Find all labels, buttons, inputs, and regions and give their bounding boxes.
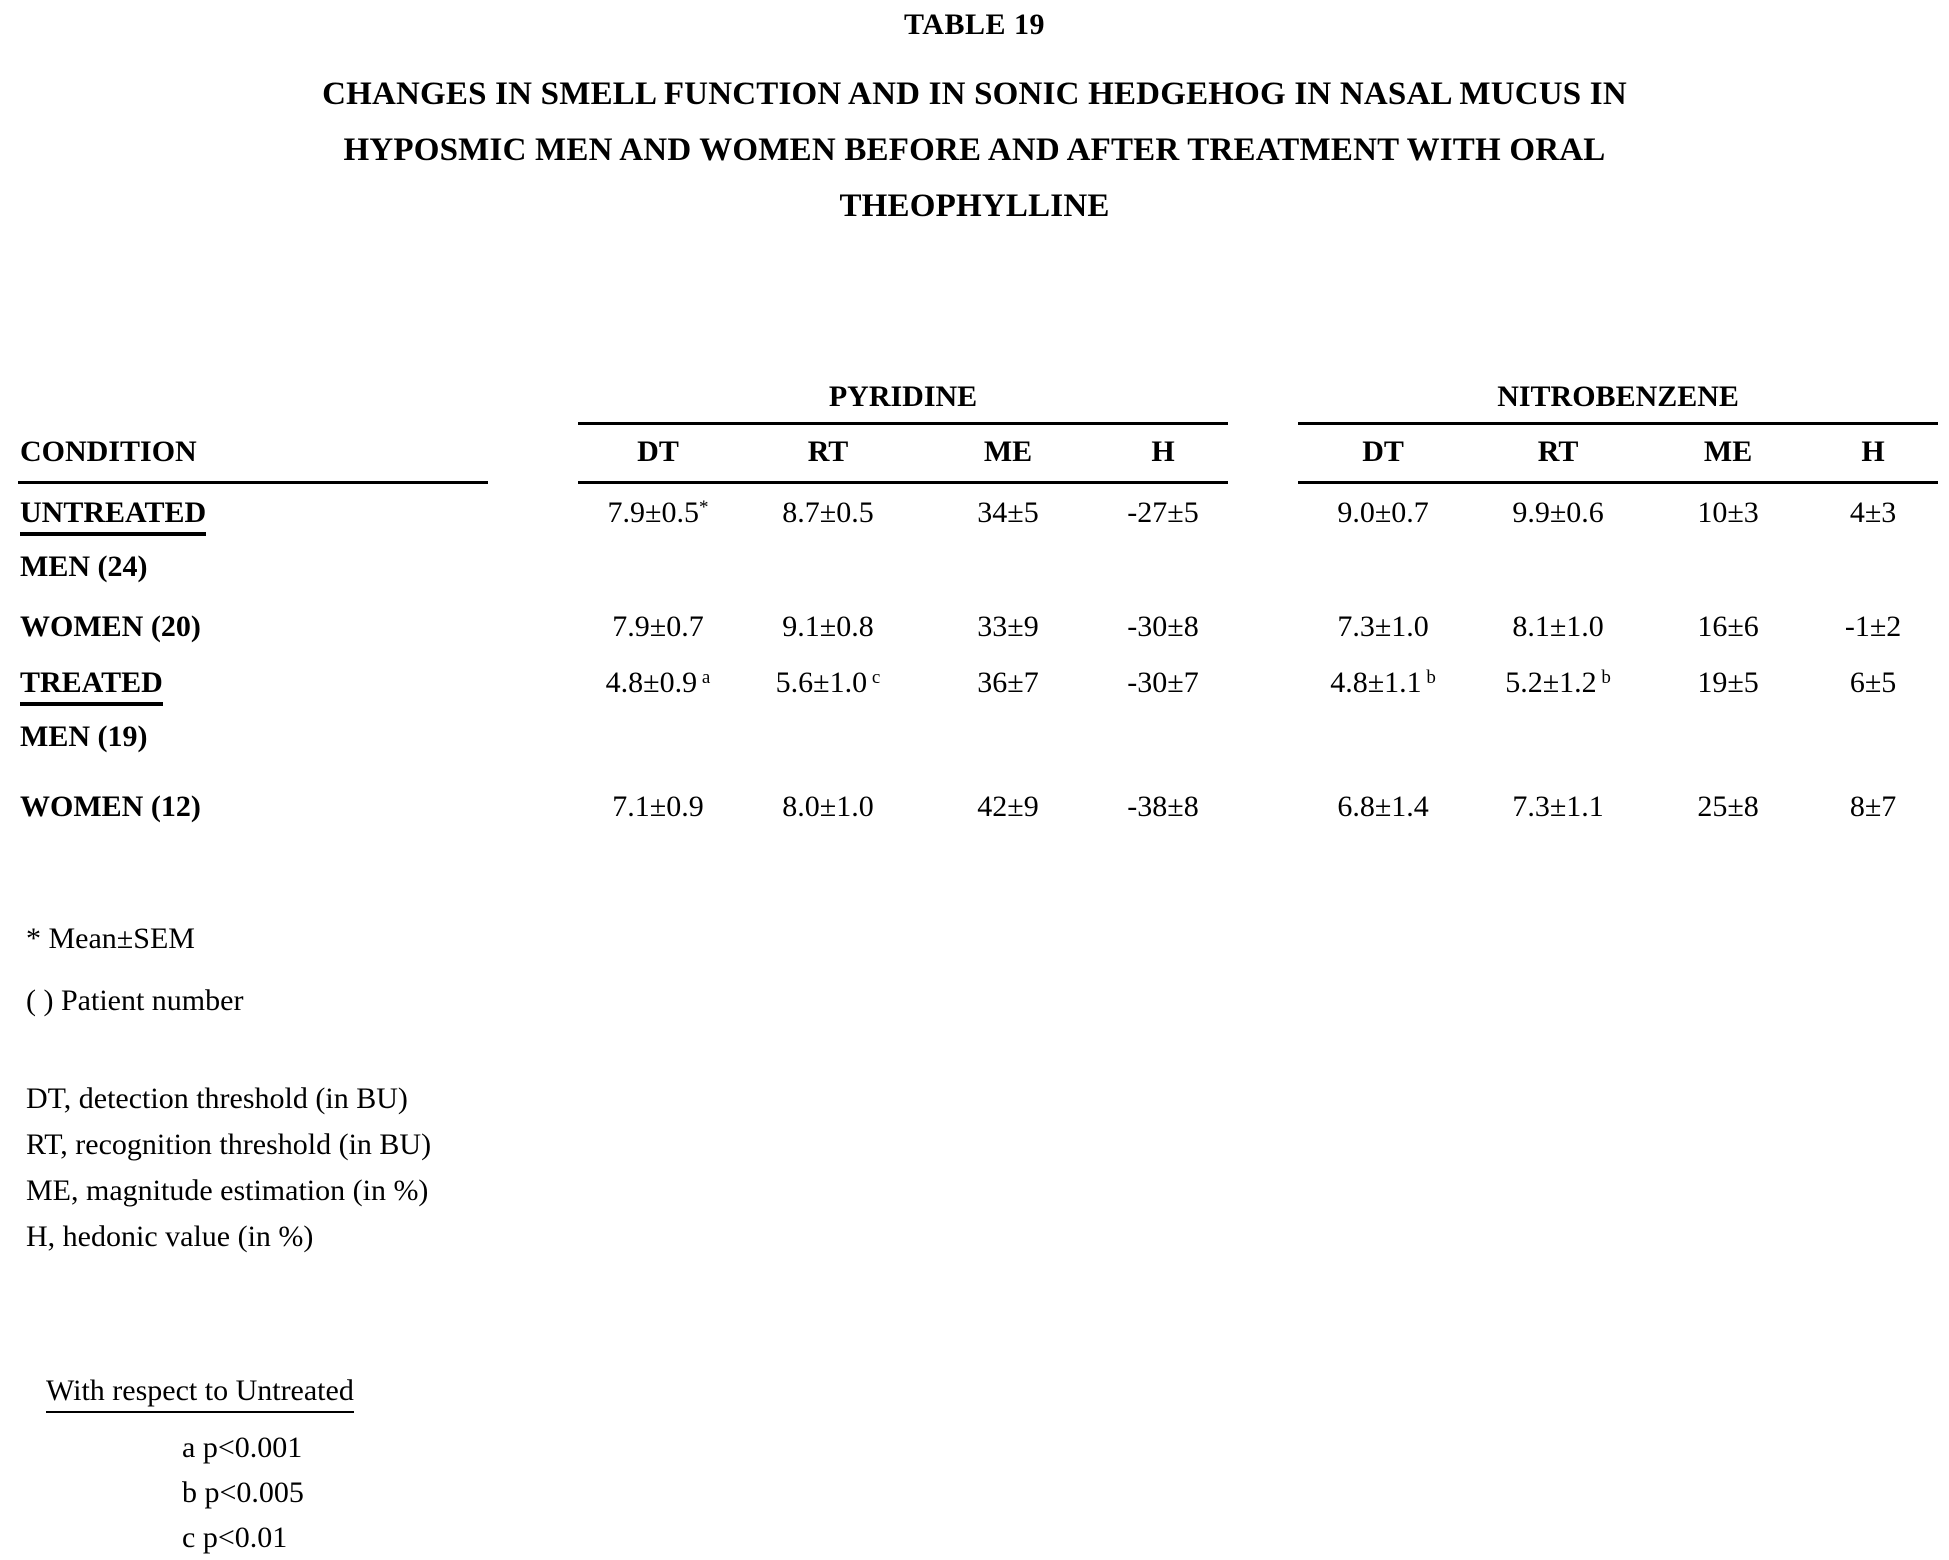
significance-block	[46, 1374, 1949, 1560]
footnote-mean-sem: * Mean±SEM	[26, 922, 195, 955]
footnote-patient-number: ( ) Patient number	[26, 984, 244, 1017]
significance-heading: With respect to Untreated	[46, 1374, 354, 1413]
column-header-pyridine-me: ME	[918, 424, 1098, 483]
row-spacer	[488, 483, 578, 611]
abbreviations-block	[26, 1076, 1949, 1260]
abbreviation-me: ME, magnitude estimation (in %)	[26, 1174, 429, 1207]
column-header-pyridine-rt: RT	[738, 424, 918, 483]
cell-pyridine-h: -30±8	[1127, 610, 1199, 643]
cell-pyridine-dt: 7.1±0.9	[612, 790, 704, 823]
cell-pyridine-rt: 8.7±0.5	[782, 496, 874, 529]
cell-nitrobenzene-dt: 7.3±1.0	[1337, 610, 1429, 643]
table-label: TABLE 19	[904, 8, 1045, 41]
cell-nitrobenzene-h: 8±7	[1849, 790, 1897, 823]
cell-nitrobenzene-me: 10±3	[1697, 496, 1759, 529]
column-header-spacer	[488, 424, 578, 483]
cell-pyridine-dt: 7.9±0.5*	[607, 496, 709, 529]
title-line-2: HYPOSMIC MEN AND WOMEN BEFORE AND AFTER TREATMENT WITH ORAL	[343, 132, 1606, 168]
abbreviation-h: H, hedonic value (in %)	[26, 1220, 314, 1253]
significance-item-b: b p<0.005	[182, 1476, 304, 1509]
column-header-nitrobenzene-dt: DT	[1298, 424, 1468, 483]
footnote-marker: b	[1421, 666, 1436, 688]
row-label-line2: MEN (24)	[20, 550, 148, 583]
cell-pyridine-me: 36±7	[977, 666, 1039, 699]
row-label-treated-men	[18, 666, 488, 790]
row-label-treated-women: WOMEN (12)	[20, 790, 201, 823]
group-header-row	[18, 380, 1938, 424]
row-spacer	[488, 666, 578, 790]
row-label-underlined: TREATED	[20, 666, 163, 706]
table-row-treated-women	[18, 790, 1938, 834]
cell-pyridine-h: -27±5	[1127, 496, 1199, 529]
column-header-condition: CONDITION	[18, 424, 488, 483]
cell-pyridine-h: -38±8	[1127, 790, 1199, 823]
cell-nitrobenzene-dt: 9.0±0.7	[1337, 496, 1429, 529]
cell-pyridine-dt: 7.9±0.7	[612, 610, 704, 643]
table-row-untreated-women	[18, 610, 1938, 666]
column-header-row	[18, 424, 1938, 483]
cell-nitrobenzene-rt: 8.1±1.0	[1512, 610, 1604, 643]
significance-item-a: a p<0.001	[182, 1431, 303, 1464]
table-title	[0, 66, 1949, 234]
title-line-1: CHANGES IN SMELL FUNCTION AND IN SONIC HEDGEHOG IN NASAL MUCUS IN	[322, 76, 1627, 112]
row-label-underlined: UNTREATED	[20, 496, 206, 536]
table-row-untreated-men	[18, 483, 1938, 611]
abbreviation-dt: DT, detection threshold (in BU)	[26, 1082, 408, 1115]
group-header-spacer	[1228, 380, 1298, 424]
cell-pyridine-me: 33±9	[977, 610, 1039, 643]
row-label-untreated-men	[18, 483, 488, 611]
results-table	[18, 380, 1938, 834]
column-header-spacer	[1228, 424, 1298, 483]
group-header-spacer	[488, 380, 578, 424]
cell-pyridine-me: 34±5	[977, 496, 1039, 529]
column-header-nitrobenzene-h: H	[1808, 424, 1938, 483]
cell-pyridine-rt: 5.6±1.0 $^c$	[775, 666, 881, 699]
cell-pyridine-dt: 4.8±0.9 $^a$	[605, 666, 711, 699]
significance-item-c: c p<0.01	[182, 1521, 288, 1554]
cell-pyridine-me: 42±9	[977, 790, 1039, 823]
row-spacer	[1228, 666, 1298, 790]
footnote-marker: *	[698, 496, 709, 518]
row-spacer	[488, 790, 578, 834]
cell-nitrobenzene-h: -1±2	[1844, 610, 1902, 643]
abbreviation-rt: RT, recognition threshold (in BU)	[26, 1128, 432, 1161]
row-label-line2: MEN (19)	[20, 720, 148, 753]
footnote-marker: a	[697, 666, 711, 688]
footnotes-block	[26, 908, 1949, 1032]
cell-nitrobenzene-h: 6±5	[1849, 666, 1897, 699]
cell-nitrobenzene-rt: 7.3±1.1	[1512, 790, 1604, 823]
significance-items	[182, 1425, 1949, 1560]
group-header-nitrobenzene: NITROBENZENE	[1298, 380, 1938, 424]
row-spacer	[1228, 483, 1298, 611]
cell-pyridine-rt: 8.0±1.0	[782, 790, 874, 823]
column-header-nitrobenzene-rt: RT	[1468, 424, 1648, 483]
column-header-pyridine-h: H	[1098, 424, 1228, 483]
column-header-nitrobenzene-me: ME	[1648, 424, 1808, 483]
cell-nitrobenzene-h: 4±3	[1849, 496, 1897, 529]
table-row-treated-men	[18, 666, 1938, 790]
cell-nitrobenzene-dt: 4.8±1.1 $^b$	[1330, 666, 1436, 699]
cell-nitrobenzene-dt: 6.8±1.4	[1337, 790, 1429, 823]
row-label-untreated-women: WOMEN (20)	[20, 610, 201, 643]
cell-pyridine-h: -30±7	[1127, 666, 1199, 699]
column-header-pyridine-dt: DT	[578, 424, 738, 483]
group-header-pyridine: PYRIDINE	[578, 380, 1228, 424]
cell-nitrobenzene-me: 19±5	[1697, 666, 1759, 699]
row-spacer	[488, 610, 578, 666]
title-line-3: THEOPHYLLINE	[839, 188, 1110, 224]
cell-nitrobenzene-me: 25±8	[1697, 790, 1759, 823]
cell-nitrobenzene-rt: 9.9±0.6	[1512, 496, 1604, 529]
cell-nitrobenzene-rt: 5.2±1.2 $^b$	[1505, 666, 1611, 699]
row-spacer	[1228, 790, 1298, 834]
group-header-spacer	[18, 380, 488, 424]
cell-pyridine-rt: 9.1±0.8	[782, 610, 874, 643]
footnote-marker: c	[867, 666, 881, 688]
footnote-marker: b	[1596, 666, 1611, 688]
cell-nitrobenzene-me: 16±6	[1697, 610, 1759, 643]
row-spacer	[1228, 610, 1298, 666]
